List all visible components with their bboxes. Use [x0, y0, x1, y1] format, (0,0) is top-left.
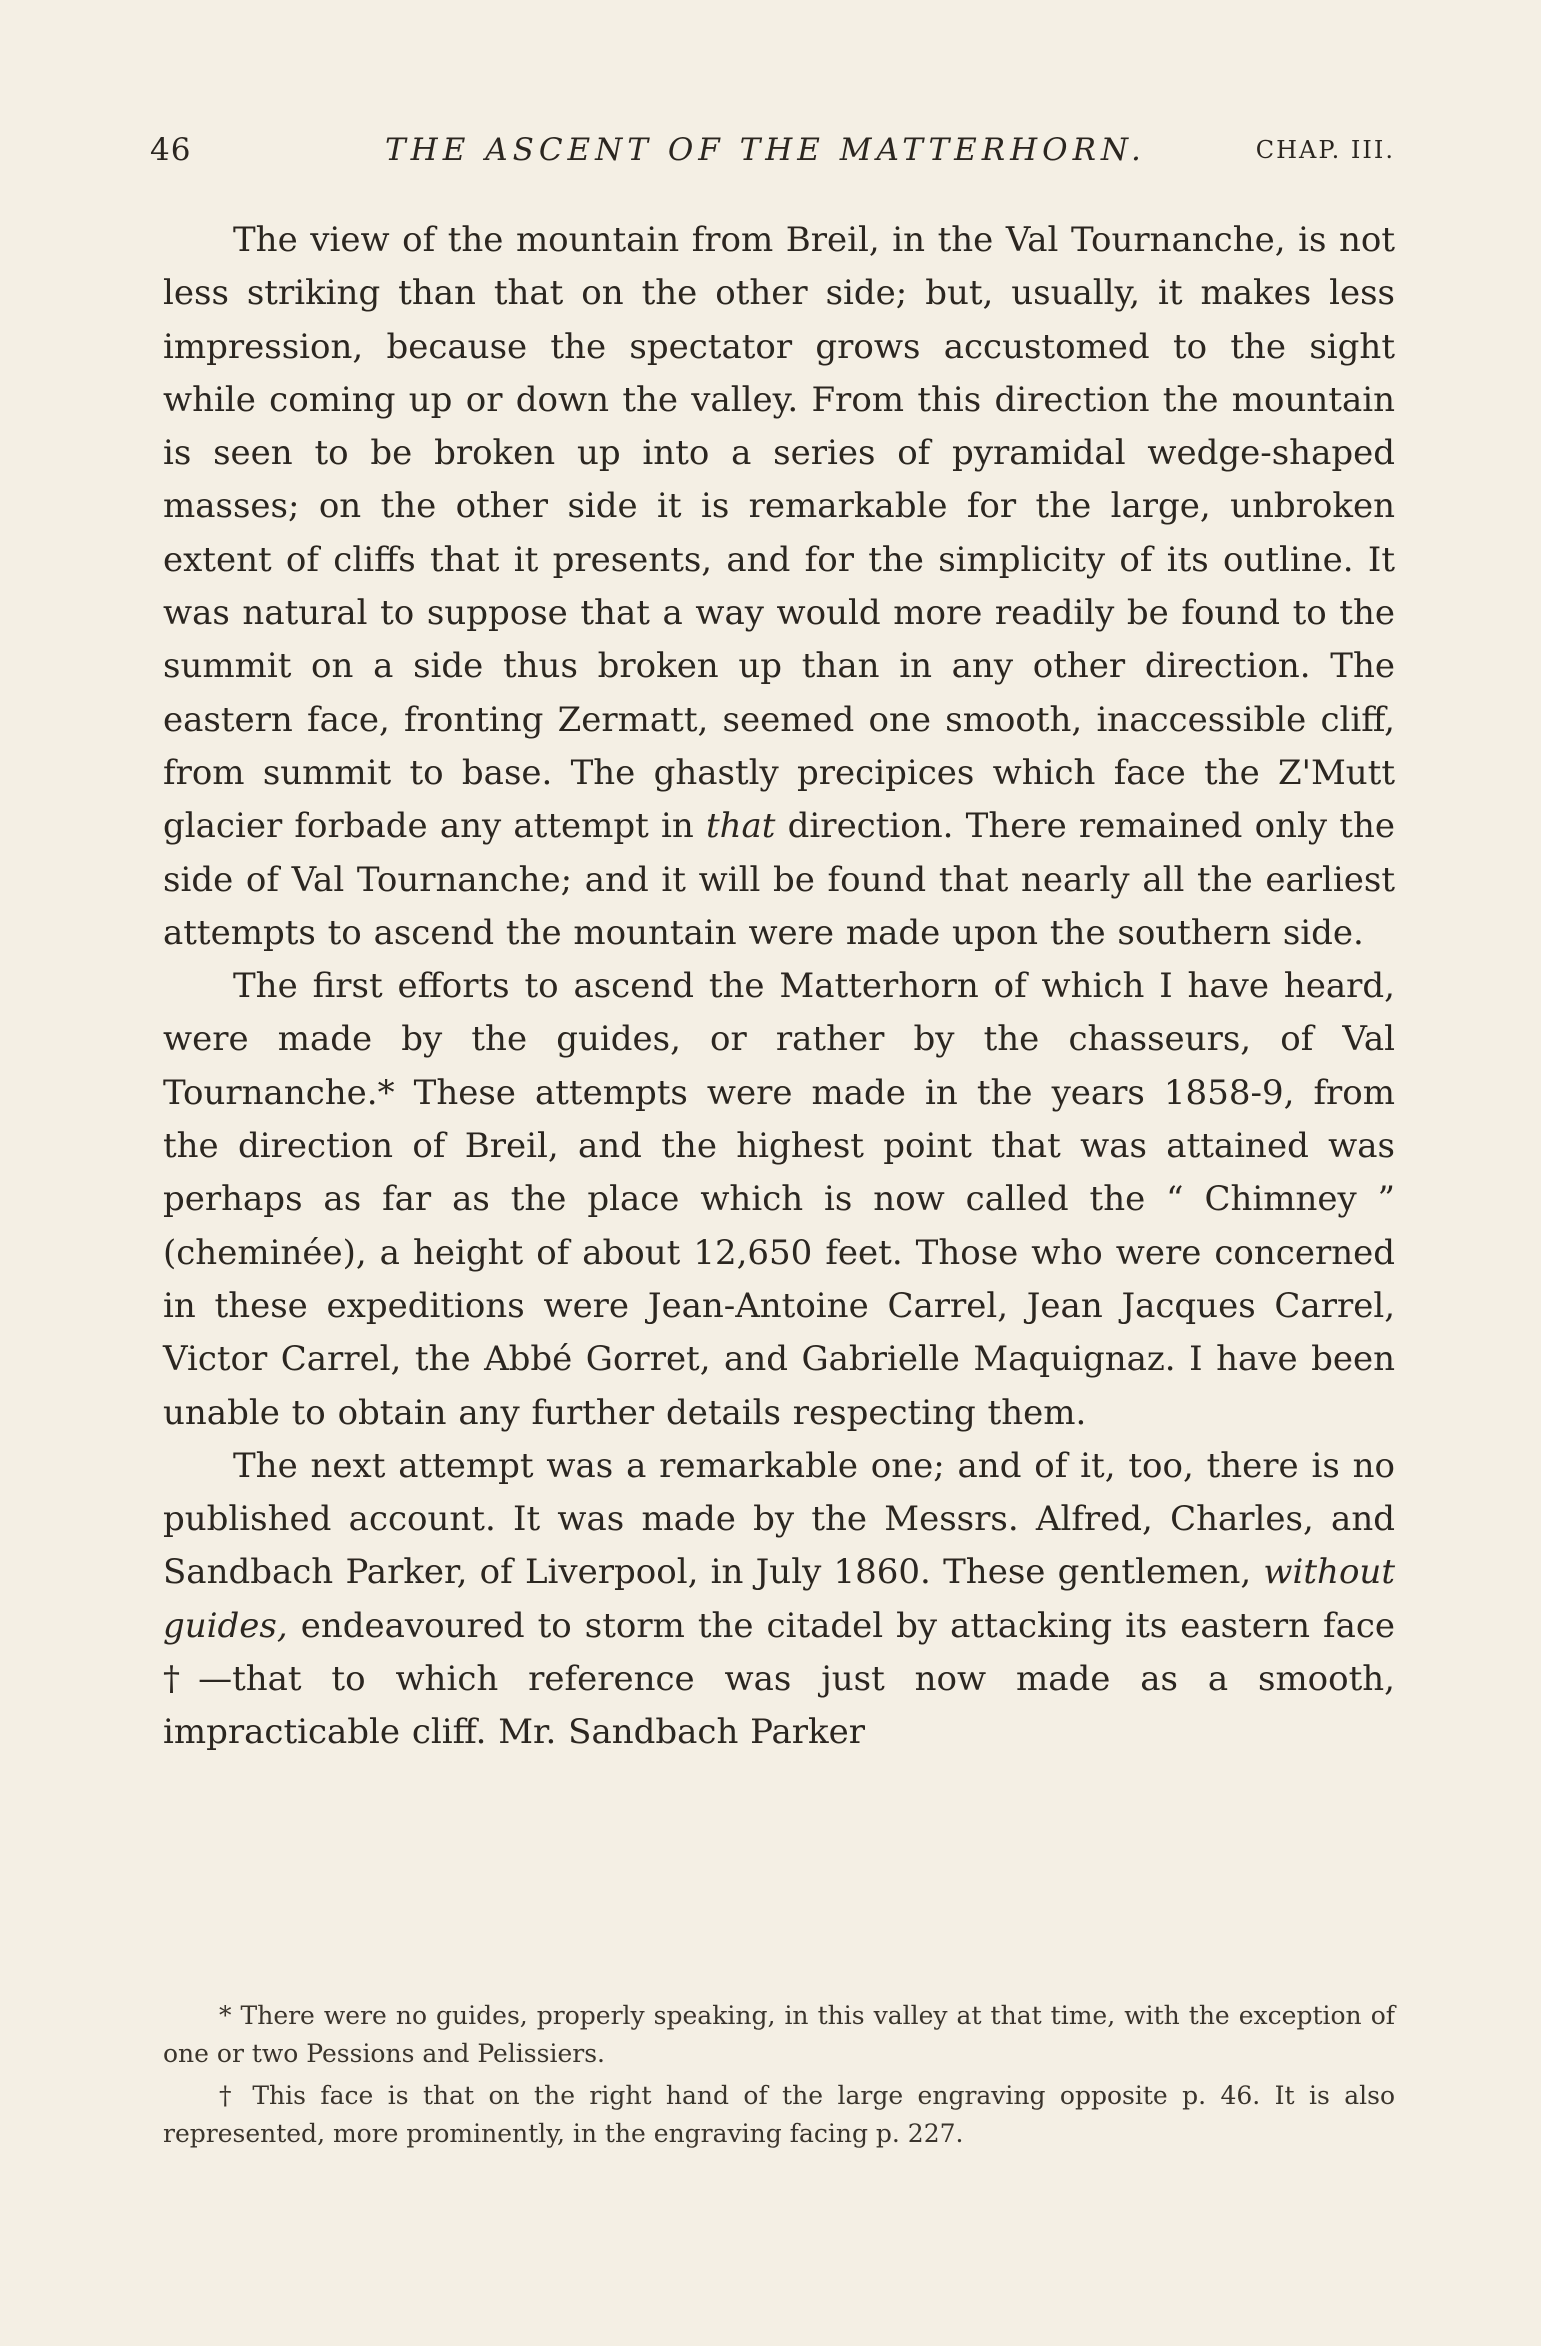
footnote: * There were no guides, properly speaking, in this valley at that time, with the exception of one or two Pessions and Pelissiers. — [163, 2001, 1395, 2068]
paragraph-text: direction. There remained only the side of Val Tournanche; and it will be found that nearly all the earliest attempts to ascend the mountain were made upon the southern side. — [163, 806, 1395, 953]
chapter-label: CHAP. III. — [1255, 136, 1395, 164]
footnotes — [163, 1997, 1395, 2153]
body-text — [163, 214, 1395, 1760]
paragraph — [163, 214, 1395, 960]
italic-text: without guides, — [163, 1552, 1395, 1646]
running-title: THE ASCENT OF THE MATTERHORN. — [385, 132, 1146, 168]
paragraph-text: The view of the mountain from Breil, in the Val Tournanche, is not less striking than that on the other side; but, usually, it makes less impression, because the spectator grows accustomed to the sight while coming up or down the valley. From this direction the mountain is seen to be broken up into a series of pyramidal wedge-shaped masses; on the other side it is remarkable for the large, unbroken extent of cliffs that it presents, and for the simplicity of its outline. It was natural to suppose that a way would more readily be found to the summit on a side thus broken up than in any other direction. The eastern face, fronting Zermatt, seemed one smooth, inaccessible cliff, from summit to base. The ghastly precipices which face the Z'Mutt glacier forbade any attempt in — [163, 220, 1395, 847]
paragraph — [163, 1440, 1395, 1760]
page-number: 46 — [150, 132, 192, 168]
paragraph-text: endeavoured to storm the citadel by attacking its eastern face †—that to which reference was just now made as a smooth, impracticable cliff. Mr. Sandbach Parker — [163, 1605, 1395, 1753]
paragraph-text: The first efforts to ascend the Matterhorn of which I have heard, were made by the guides, or rather by the chasseurs, of Val Tournanche.* These attempts were made in the years 1858-9, from the direction of Breil, and the highest point that was attained was perhaps as far as the place which is now called the “ Chimney ” (cheminée), a height of about 12,650 feet. Those who were concerned in these expeditions were Jean-Antoine Carrel, Jean Jacques Carrel, Victor Carrel, the Abbé Gorret, and Gabrielle Maquignaz. I have been unable to obtain any further details respecting them. — [163, 966, 1395, 1433]
italic-text: that — [705, 806, 776, 847]
running-header — [150, 132, 1395, 182]
paragraph-text: The next attempt was a remarkable one; and of it, too, there is no published account. It was made by the Messrs. Alfred, Charles, and Sandbach Parker, of Liverpool, in July 1860. These gentlemen, — [163, 1445, 1395, 1593]
footnote: † This face is that on the right hand of the large engraving opposite p. 46. It is also represented, more prominently, in the engraving facing p. 227. — [163, 2081, 1395, 2148]
paragraph — [163, 960, 1395, 1440]
